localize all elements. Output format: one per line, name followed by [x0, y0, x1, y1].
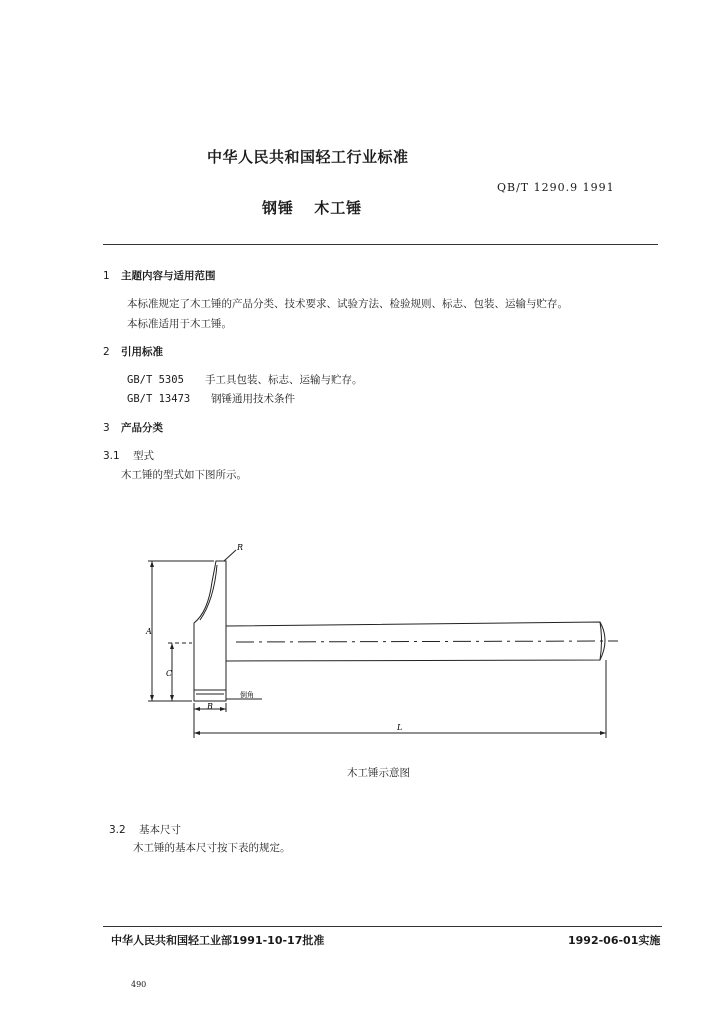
- label-L: L: [397, 723, 403, 732]
- section-3-1-text: 木工锤的型式如下图所示。: [121, 469, 247, 481]
- document-title: 钢锤 木工锤: [262, 199, 363, 217]
- reference-1-text: 手工具包装、标志、运输与贮存。: [205, 374, 363, 386]
- section-1-number: 1: [103, 270, 110, 282]
- handle-centerline: [236, 641, 618, 642]
- section-2-number: 2: [103, 346, 110, 358]
- label-B: B: [207, 702, 213, 711]
- hammer-head-outline: [194, 561, 226, 701]
- section-1-title: 主题内容与适用范围: [121, 270, 216, 282]
- section-1-line-2: 本标准适用于木工锤。: [127, 318, 232, 330]
- figure-caption: 木工锤示意图: [347, 767, 410, 779]
- arrow-L-right: [600, 731, 606, 735]
- reference-2-text: 钢锤通用技术条件: [211, 393, 295, 405]
- footer-rule: [103, 926, 662, 927]
- section-3-1-number: 3.1: [103, 450, 120, 462]
- label-C: C: [166, 669, 173, 678]
- section-3-title: 产品分类: [121, 422, 163, 434]
- implementation-line: 1992-06-01实施: [568, 934, 661, 947]
- label-chamfer: 倒角: [240, 691, 254, 699]
- section-3-number: 3: [103, 422, 110, 434]
- standard-code: QB/T 1290.9 1991: [497, 181, 615, 194]
- section-1-line-1: 本标准规定了木工锤的产品分类、技术要求、试验方法、检验规则、标志、包装、运输与贮存。: [127, 298, 568, 310]
- label-R: R: [237, 543, 244, 552]
- section-3-2-text: 木工锤的基本尺寸按下表的规定。: [133, 842, 291, 854]
- page-number: 490: [131, 980, 147, 989]
- reference-2-code: GB/T 13473: [127, 393, 191, 405]
- arrow-B-left: [194, 707, 200, 711]
- arrow-C-top: [170, 643, 174, 649]
- section-3-2-number: 3.2: [109, 824, 126, 836]
- approval-line: 中华人民共和国轻工业部1991-10-17批准: [111, 934, 325, 947]
- section-3-2-heading: [109, 822, 181, 837]
- leader-R: [224, 550, 236, 561]
- label-A: A: [146, 627, 152, 636]
- arrow-B-right: [220, 707, 226, 711]
- hammer-head-curve: [200, 565, 217, 620]
- reference-1-code: GB/T 5305: [127, 374, 184, 386]
- arrow-C-bottom: [170, 695, 174, 701]
- arrow-A-bottom: [150, 695, 154, 701]
- standard-body-title: 中华人民共和国轻工行业标准: [207, 148, 409, 166]
- section-3-2-title: 基本尺寸: [139, 824, 181, 836]
- section-3-1-title: 型式: [133, 450, 154, 462]
- arrow-A-top: [150, 561, 154, 567]
- section-2-title: 引用标准: [121, 346, 163, 358]
- arrow-L-left: [194, 731, 200, 735]
